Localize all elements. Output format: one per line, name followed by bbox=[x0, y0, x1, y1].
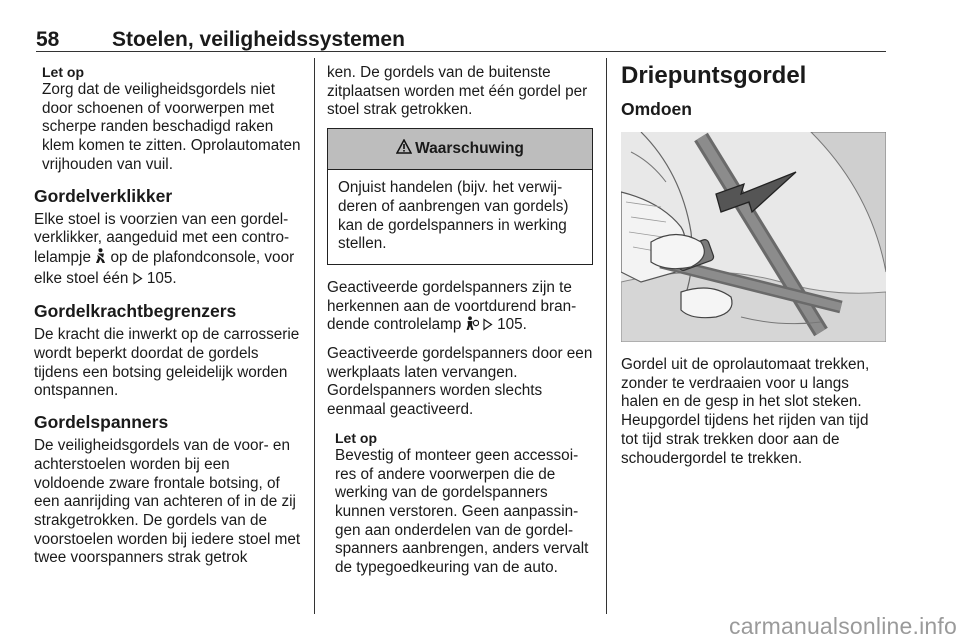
paragraph-activated bbox=[327, 279, 593, 337]
warning-text: Onjuist handelen (bijv. het verwijderen of aanbrengen van gordels) kan de gordelspanners in werking stellen. bbox=[338, 179, 569, 253]
note-text: Bevestig of monteer geen accessoires of andere voorwerpen die de werking van de gordelspanners kunnen verstoren. Geen aanpassingen aan onderdelen van de gordelspanners aanbrengen, anders vervalt de typegoedkeuring van de auto. bbox=[335, 446, 589, 577]
paragraph-replace: Geactiveerde gordelspanners door een werkplaats laten vervangen. Gordelspanners worden slechts eenmaal geactiveerd. bbox=[327, 345, 593, 419]
paragraph-verklikker bbox=[34, 211, 302, 291]
note-block bbox=[327, 430, 593, 578]
paragraph-spanners-cont: ken. De gordels van de buitenste zitplaatsen worden met één gordel per stoel strak getrokken. bbox=[327, 64, 588, 119]
section-title: Stoelen, veiligheidssystemen bbox=[112, 28, 405, 51]
heading-driepuntsgordel: Driepuntsgordel bbox=[621, 62, 807, 89]
heading-omdoen: Omdoen bbox=[621, 99, 692, 119]
column-divider bbox=[606, 58, 607, 614]
header-rule bbox=[36, 51, 886, 52]
verklikker-text-b: op de plafondconsole, voor elke stoel één bbox=[34, 248, 295, 287]
page-header bbox=[36, 28, 884, 52]
warning-title: Waarschuwing bbox=[415, 140, 524, 158]
seatbelt-reminder-icon bbox=[95, 248, 106, 270]
activated-page-ref: 105. bbox=[497, 316, 527, 334]
paragraph-omdoen: Gordel uit de oprolautomaat trekken, zonder te verdraaien voor u langs halen en de gesp in het slot steken. Heupgordel tijdens het rijden van tijd tot tijd strak trekken door aan de schoudergordel te trekken. bbox=[621, 356, 870, 467]
note-title: Let op bbox=[335, 429, 377, 446]
note-text: Zorg dat de veiligheidsgordels niet door schoenen of voorwerpen met scherpe randen beschadigd raken klem komen te zitten. Oprolautomaten vrijhouden van vuil. bbox=[42, 81, 301, 173]
heading-gordelspanners: Gordelspanners bbox=[34, 412, 169, 433]
column-left bbox=[34, 64, 302, 568]
verklikker-page-ref: 105. bbox=[146, 269, 177, 287]
activated-text: Geactiveerde gordelspanners zijn te herkennen aan de voortdurend brandende controlelamp bbox=[327, 278, 577, 334]
column-divider bbox=[314, 58, 315, 614]
airbag-pretensioner-icon bbox=[466, 316, 479, 337]
column-middle bbox=[327, 64, 593, 578]
page-reference-arrow-icon bbox=[133, 272, 143, 291]
heading-gordelverklikker: Gordelverklikker bbox=[34, 185, 173, 206]
verklikker-text-a: Elke stoel is voorzien van een gordelverklikker, aangeduid met een controlelampje bbox=[34, 210, 290, 266]
page-number: 58 bbox=[36, 28, 60, 51]
note-block bbox=[34, 64, 302, 175]
warning-triangle-icon bbox=[396, 139, 415, 159]
watermark: carmanualsonline.info bbox=[729, 613, 957, 639]
page-reference-arrow-icon bbox=[483, 318, 493, 337]
paragraph-begrenzers: De kracht die inwerkt op de carrosserie wordt beperkt doordat de gordels tijdens een botsing geleidelijk worden ontspannen. bbox=[34, 326, 300, 400]
seatbelt-illustration-drawing bbox=[621, 132, 886, 342]
seatbelt-illustration bbox=[621, 132, 886, 342]
column-right bbox=[621, 62, 887, 468]
paragraph-spanners: De veiligheidsgordels van de voor- en achterstoelen worden bij een voldoende zware frontale botsing, of een aanrijding van achteren of in de zij strakgetrokken. De gordels van de voorstoelen worden bij iedere stoel met twee voorspanners strak getrok bbox=[34, 437, 301, 567]
warning-header bbox=[328, 129, 592, 170]
heading-gordelkrachtbegrenzers: Gordelkrachtbegrenzers bbox=[34, 301, 237, 322]
note-title: Let op bbox=[42, 64, 84, 80]
warning-box bbox=[327, 128, 593, 265]
